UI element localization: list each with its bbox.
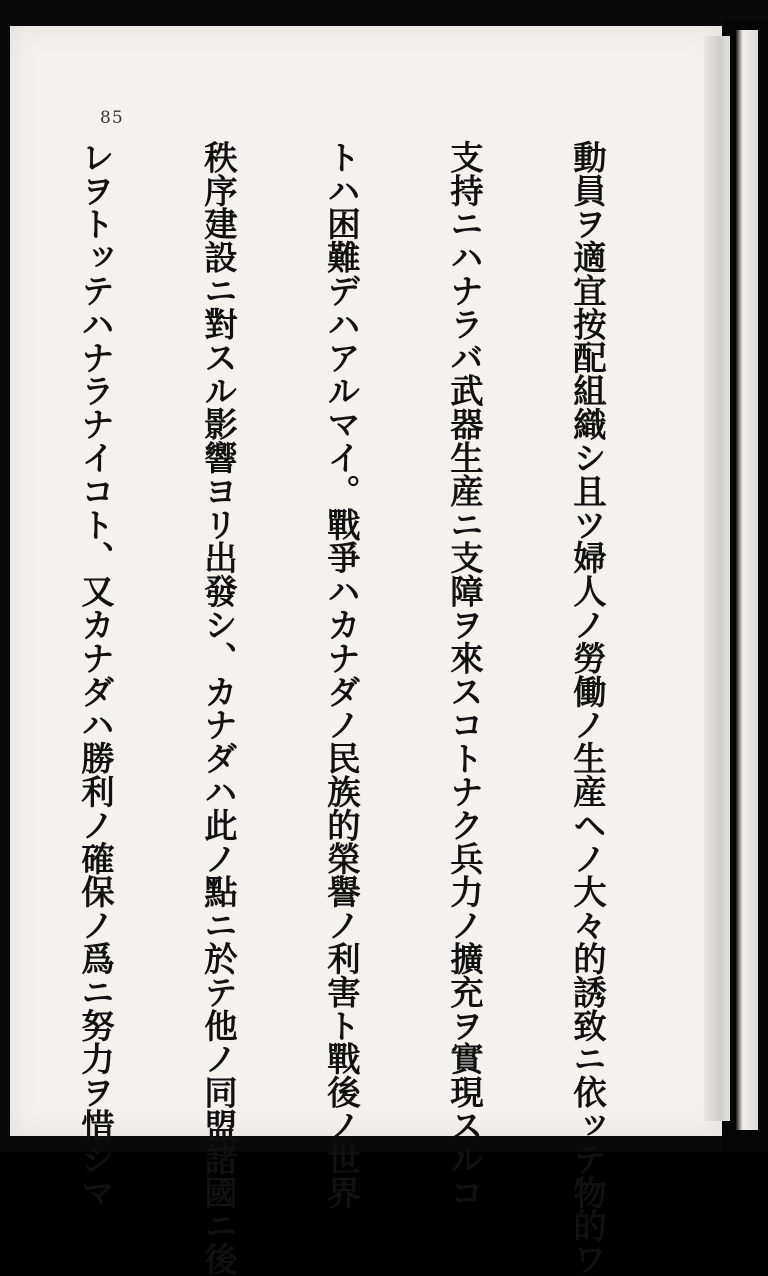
page-number: 85 [100,108,124,128]
page-edge-shadow [704,36,730,1121]
text-line: レヲトッテハナラナイコト、又カナダハ勝利ノ確保ノ爲ニ努力ヲ惜シマ [76,140,115,1209]
vertical-text-body [50,140,690,1276]
text-line: 秩序建設ニ對スル影響ヨリ出發シ、カナダハ此ノ點ニ於テ他ノ同盟諸國ニ後 [199,140,238,1276]
text-line: トハ困難デハアルマイ。戰爭ハカナダノ民族的榮譽ノ利害ト戰後ノ世界 [322,140,361,1209]
next-page-edge [736,30,758,1130]
text-line: 支持ニハナラバ武器生産ニ支障ヲ來スコトナク兵力ノ擴充ヲ實現スルコ [445,140,484,1209]
text-line: 動員ヲ適宜按配組織シ且ツ婦人ノ勞働ノ生産ヘノ大々的誘致ニ依ッテ物的ワ [568,140,607,1276]
